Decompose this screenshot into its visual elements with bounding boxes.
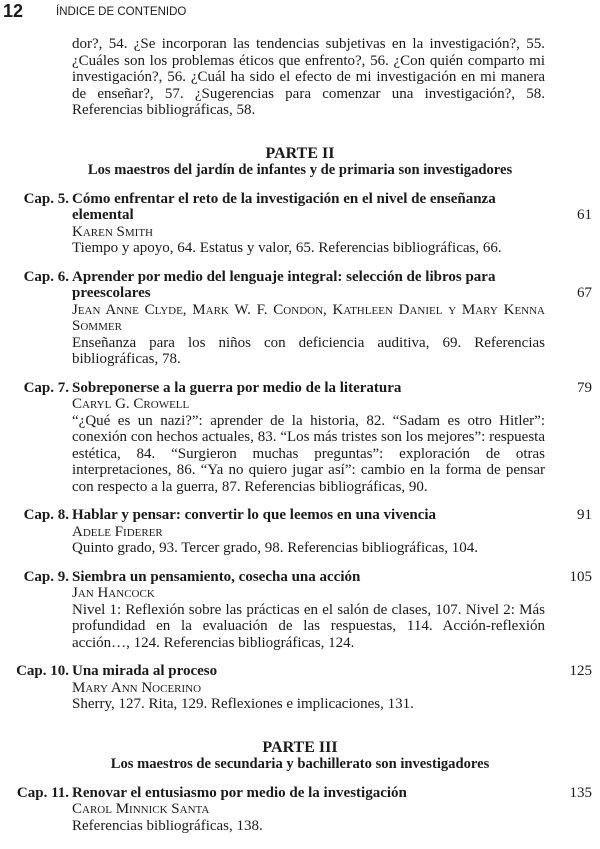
chapter-title-text: Sobreponerse a la guerra por medio de la literatura [72,379,402,396]
page-header [0,0,600,30]
toc-entry [0,569,600,652]
chapter-author: Jan Hancock [72,585,155,601]
chapter-title-text: Cómo enfrentar el reto de la investigación en el nivel de enseñanza elemental [72,190,496,223]
chapter-title[interactable] [72,663,592,680]
chapter-page: 125 [569,663,592,679]
running-title: ÍNDICE DE CONTENIDO [56,6,187,18]
toc-entry [0,663,600,713]
chapter-title[interactable] [72,190,592,224]
chapter-label: Cap. 10. [16,663,69,679]
chapter-label: Cap. 5. [23,190,69,207]
page-number: 12 [3,1,24,21]
chapter-page: 105 [569,568,592,585]
chapter-title-text: Una mirada al proceso [72,663,218,679]
chapter-label: Cap. 6. [23,268,69,285]
chapter-title[interactable] [72,507,592,524]
chapter-page: 79 [577,379,592,396]
part-subtitle: Los maestros del jardín de infantes y de primaria son investigadores [87,161,513,178]
part-subtitle: Los maestros de secundaria y bachillerato son investigadores [110,755,490,772]
toc-entry [0,269,600,368]
chapter-title[interactable] [72,379,592,397]
chapter-author: Carol Minnick Santa [72,801,210,817]
chapter-title[interactable] [72,268,592,302]
intro-paragraph: dor?, 54. ¿Se incorporan las tendencias subjetivas en la investigación?, 55. ¿Cuáles son los problemas éticos que enfrento?, 56. ¿Con quién comparto mi investigación?, 56. ¿Cuál ha sido el efecto de mi investigación en mi manera de enseñar?, 57. ¿Sugerencias para comenzar una investigación?, 58. Referencias bibliográficas, 58. [72,36,545,118]
chapter-title-text: Renovar el entusiasmo por medio de la investigación [72,784,407,801]
part-heading [0,739,600,773]
chapter-sections: Nivel 1: Reflexión sobre las prácticas en el salón de clases, 107. Nivel 2: Más profundidad en la evaluación de las respuestas, 114. Acción-reflexión acción…, 124. Referencias bibliográficas, 124. [72,601,545,651]
chapter-label: Cap. 7. [23,379,69,396]
chapter-page: 135 [569,784,592,801]
chapter-page: 91 [577,507,592,523]
part-label: PARTE III [262,738,338,756]
chapter-label: Cap. 9. [23,568,69,585]
chapter-author: Mary Ann Nocerino [72,679,202,696]
chapter-author: Karen Smith [72,223,153,240]
chapter-title[interactable] [72,784,592,802]
chapter-author: Caryl G. Crowell [72,396,190,412]
chapter-label: Cap. 8. [23,507,69,523]
chapter-page: 67 [577,285,592,301]
chapter-sections: “¿Qué es un nazi?”: aprender de la historia, 82. “Sadam es otro Hitler”: conexión con hechos actuales, 83. “Los más tristes son los mejores”: respuesta estética, 84. “Surgieron muchas preguntas”: exploración de otras interpretaciones, 86. “Ya no quiero jugar así”: cambio en la forma de pensar con respecto a la guerra, 87. Referencias bibliográficas, 90. [72,412,545,495]
chapter-sections: Referencias bibliográficas, 138. [72,817,263,834]
toc-entry [0,380,600,496]
chapter-sections: Tiempo y apoyo, 64. Estatus y valor, 65. Referencias bibliográficas, 66. [72,240,502,256]
chapter-title-text: Hablar y pensar: convertir lo que leemos en una vivencia [72,507,437,523]
chapter-title-text: Aprender por medio del lenguaje integral: selección de libros para preescolares [72,268,496,301]
chapter-author: Jean Anne Clyde, Mark W. F. Condon, Kathleen Daniel y Mary Kenna Sommer [72,301,545,334]
toc-entry [0,507,600,557]
part-label: PARTE II [265,144,335,162]
chapter-label: Cap. 11. [16,784,69,801]
chapter-title-text: Siembra un pensamiento, cosecha una acción [72,568,361,585]
chapter-author: Adele Fiderer [72,523,163,540]
chapter-sections: Sherry, 127. Rita, 129. Reflexiones e implicaciones, 131. [72,696,414,712]
part-heading [0,145,600,179]
toc-entry [0,785,600,835]
chapter-page: 61 [577,207,592,223]
chapter-sections: Quinto grado, 93. Tercer grado, 98. Referencias bibliográficas, 104. [72,540,479,556]
chapter-title[interactable] [72,568,592,586]
chapter-sections: Enseñanza para los niños con deficiencia auditiva, 69. Referencias bibliográficas, 78. [72,334,545,367]
toc-content [0,30,600,834]
toc-entry [0,191,600,257]
